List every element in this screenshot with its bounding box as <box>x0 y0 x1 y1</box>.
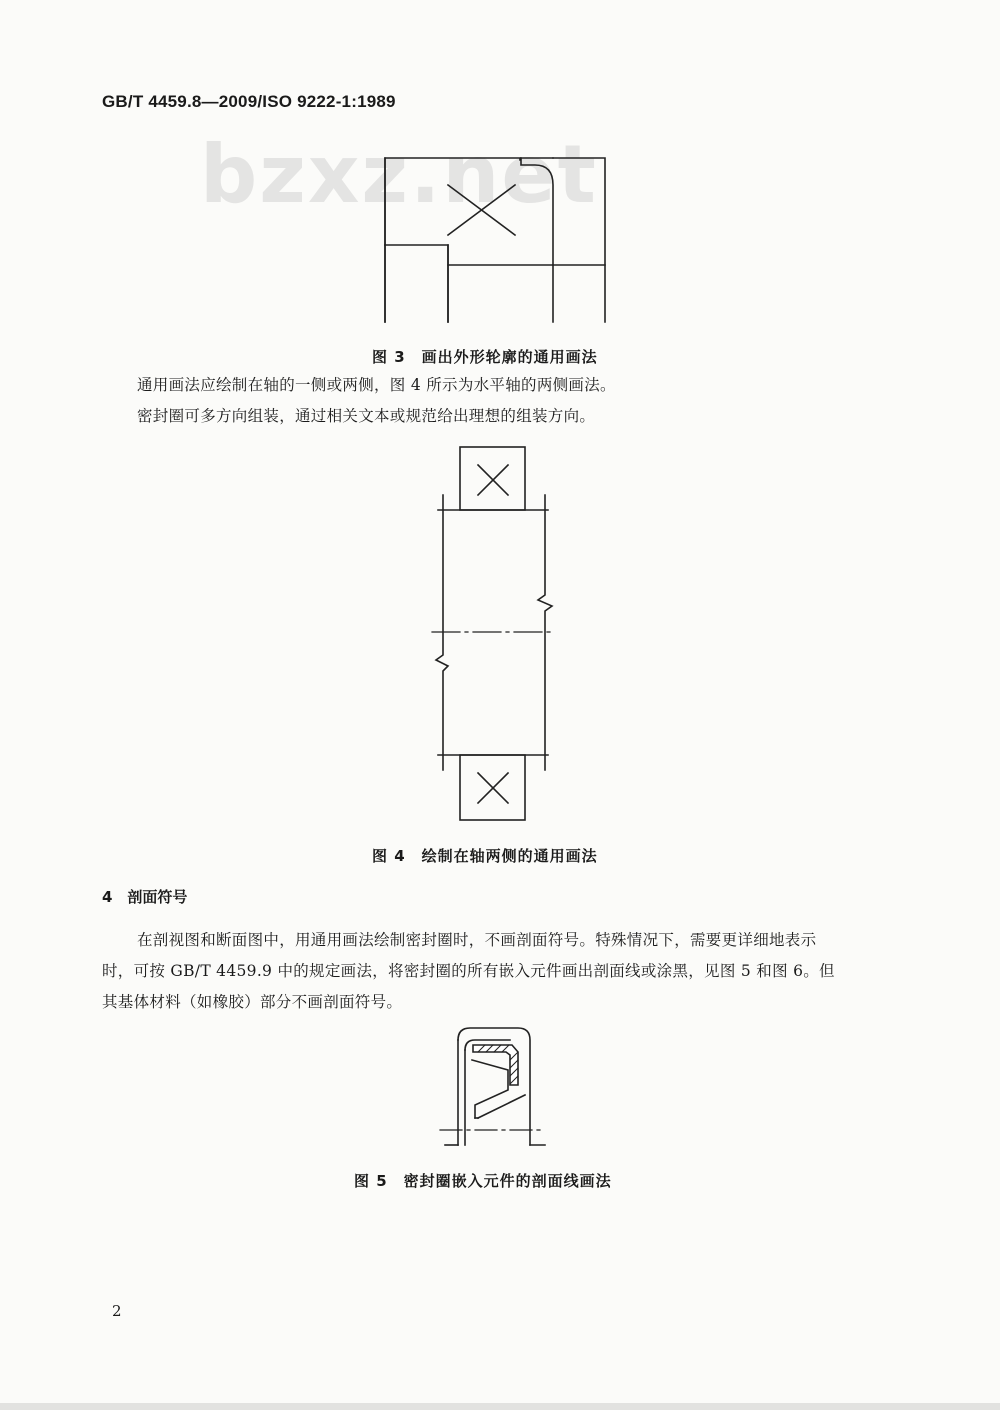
page-number: 2 <box>112 1302 122 1320</box>
figure-3-caption: 图 3 画出外形轮廓的通用画法 <box>372 348 598 366</box>
standard-header: GB/T 4459.8—2009/ISO 9222-1:1989 <box>102 92 396 111</box>
paragraph-2-line-3: 其基体材料（如橡胶）部分不画剖面符号。 <box>102 993 403 1011</box>
section-heading: 4 剖面符号 <box>102 888 188 906</box>
watermark-text: bzxz.net <box>200 128 598 221</box>
figure-4-caption: 图 4 绘制在轴两侧的通用画法 <box>372 847 598 865</box>
paragraph-2-line-2: 时，可按 GB/T 4459.9 中的规定画法，将密封圈的所有嵌入元件画出剖面线或涂黑，见图 5 和图 6。但 <box>102 962 835 980</box>
paragraph-2-line-1: 在剖视图和断面图中，用通用画法绘制密封圈时，不画剖面符号。特殊情况下，需要更详细地表示 <box>137 931 817 949</box>
figure-4-drawing <box>432 447 552 820</box>
figure-3-drawing <box>385 158 605 322</box>
figure-5-caption: 图 5 密封圈嵌入元件的剖面线画法 <box>354 1172 612 1190</box>
page-bottom-edge <box>0 1403 1000 1410</box>
paragraph-1-line-2: 密封圈可多方向组装，通过相关文本或规范给出理想的组装方向。 <box>137 407 596 425</box>
paragraph-1-line-1: 通用画法应绘制在轴的一侧或两侧，图 4 所示为水平轴的两侧画法。 <box>137 376 616 394</box>
figure-5-drawing <box>440 1028 545 1145</box>
